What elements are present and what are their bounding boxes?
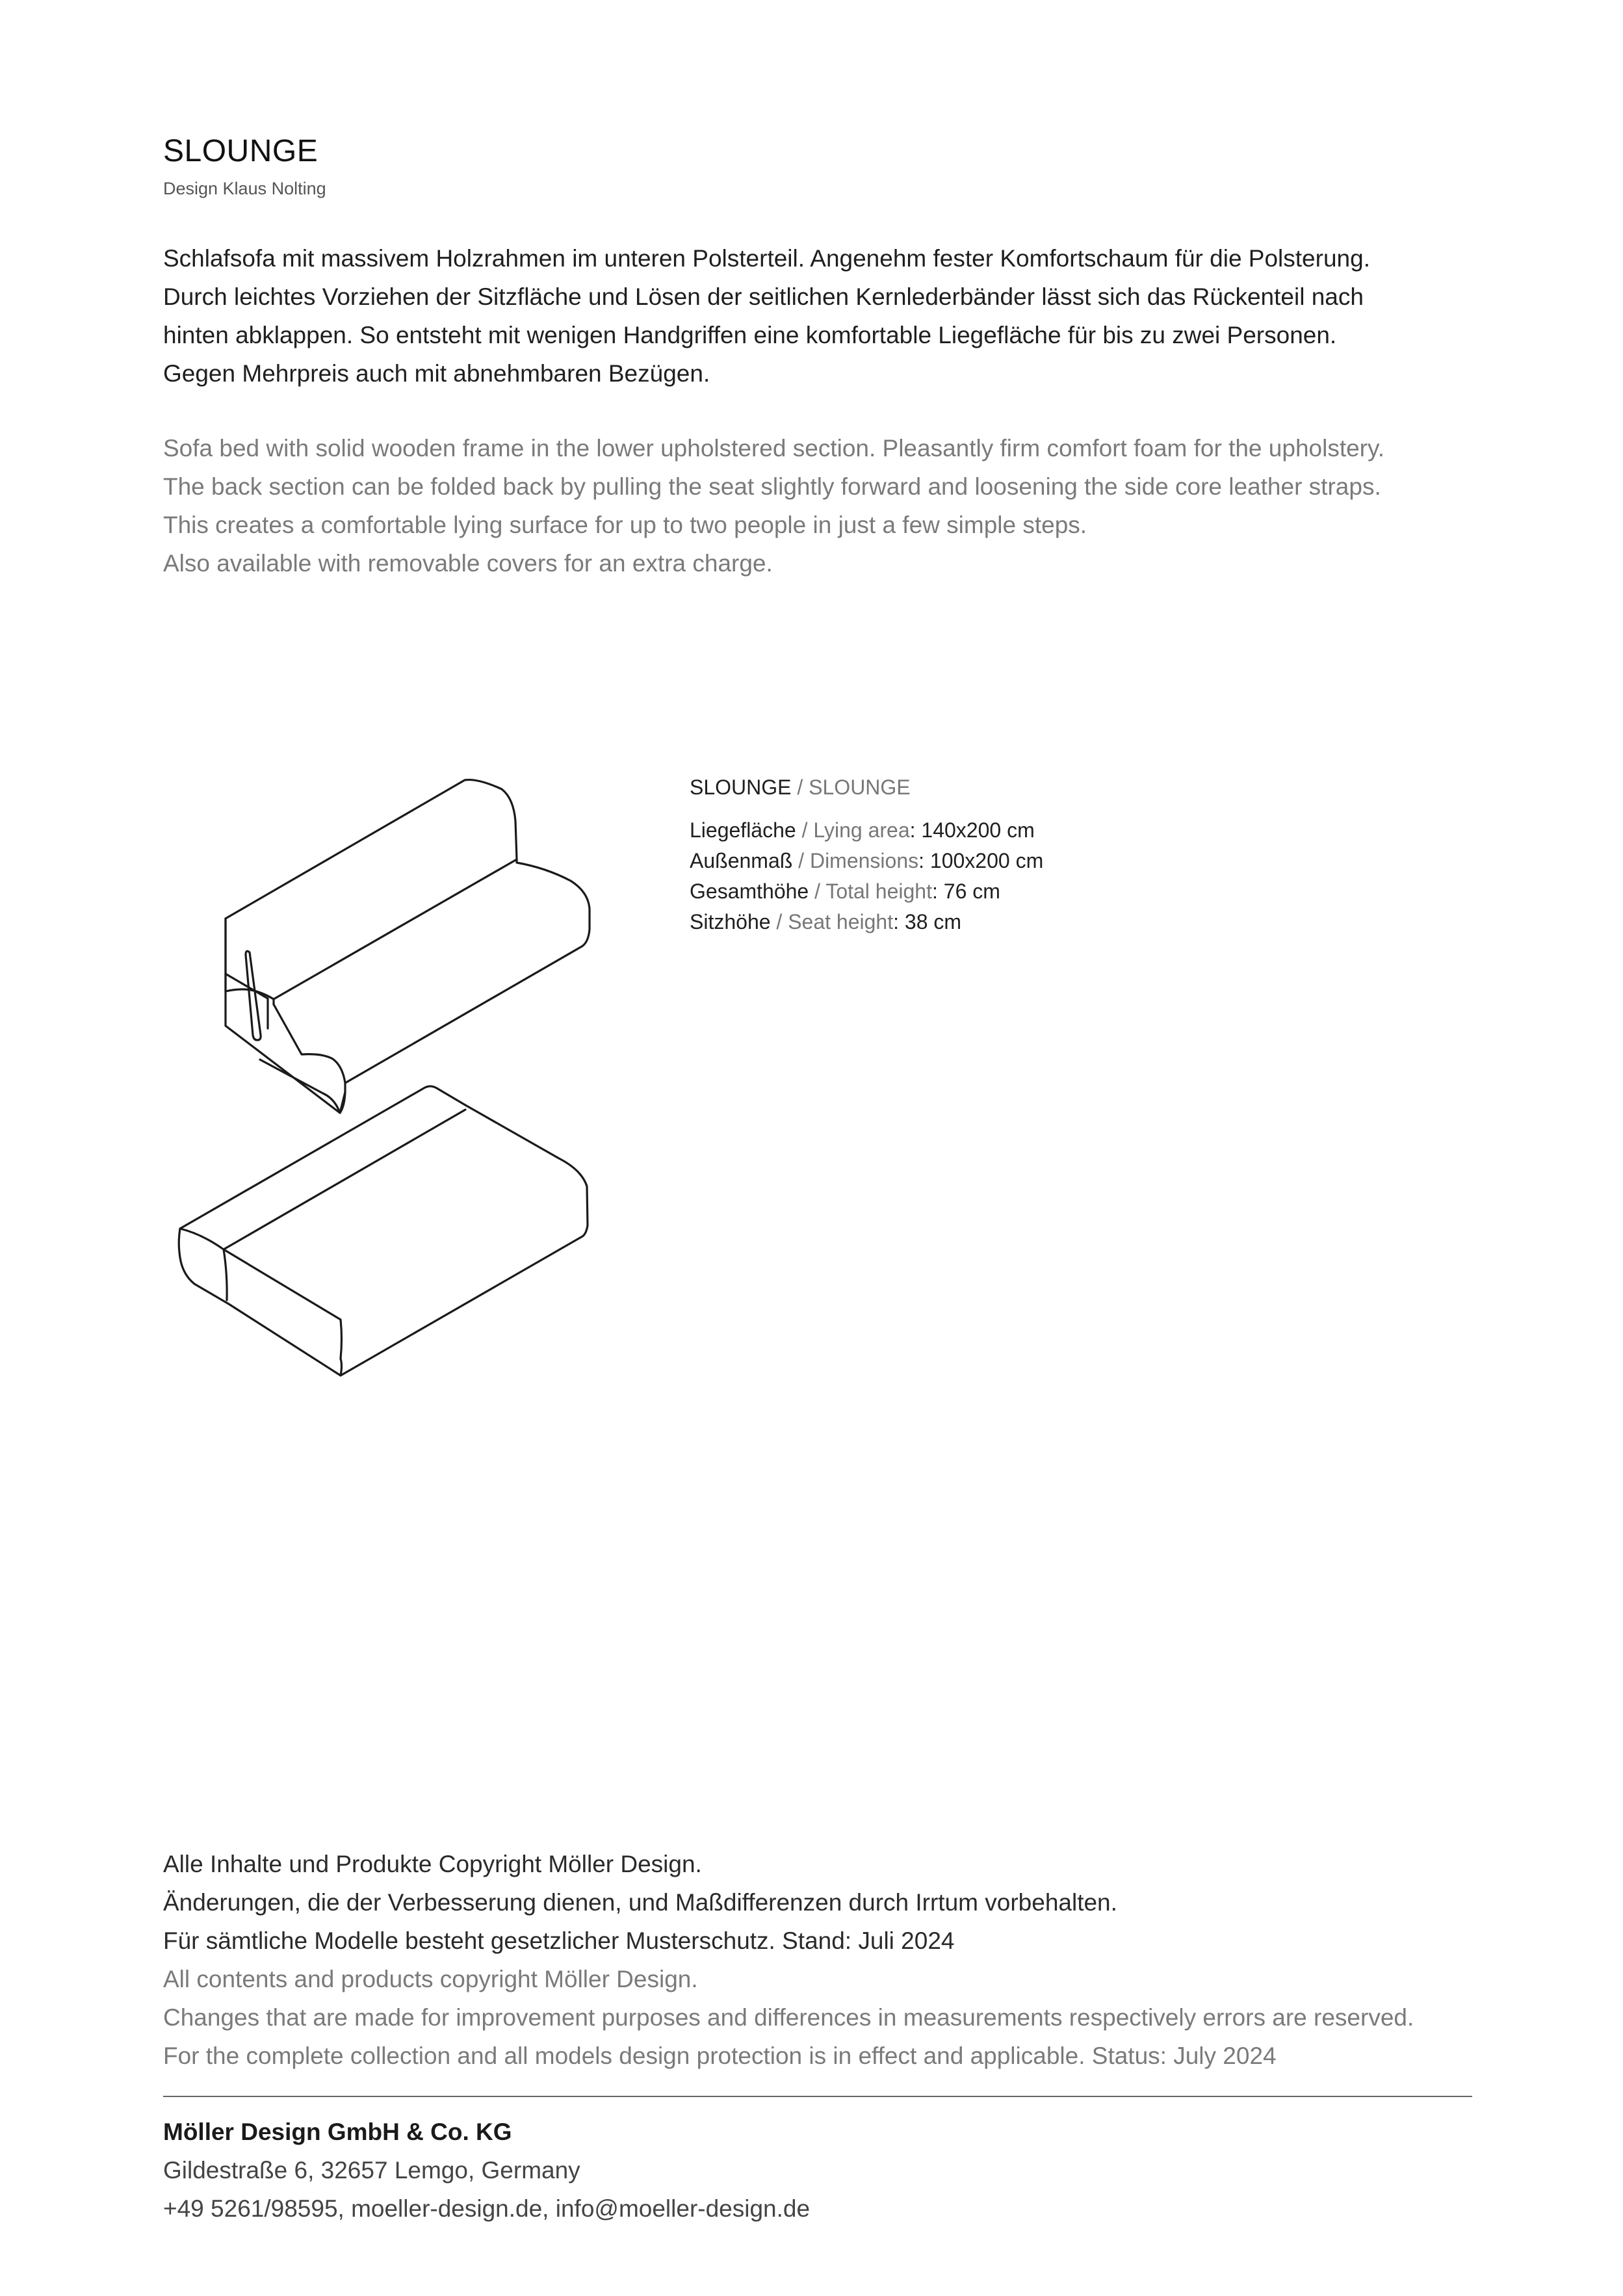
description-line: Schlafsofa mit massivem Holzrahmen im unteren Polsterteil. Angenehm fester Komfortschaum für die Polsterung. <box>163 245 1370 272</box>
legal-notice <box>163 1845 1414 2075</box>
spec-label-de: Liegefläche <box>690 818 796 842</box>
spec-heading-de: SLOUNGE <box>690 776 792 799</box>
legal-line-de: Alle Inhalte und Produkte Copyright Möller Design. <box>163 1851 702 1877</box>
bed-end-curve <box>180 1229 224 1249</box>
description-line: Sofa bed with solid wooden frame in the lower upholstered section. Pleasantly firm comfort foam for the upholstery. <box>163 435 1385 462</box>
bed-top-seam <box>224 1110 465 1249</box>
designer-credit: Design Klaus Nolting <box>163 179 326 198</box>
description-line: Durch leichtes Vorziehen der Sitzfläche und Lösen der seitlichen Kernlederbänder lässt sich das Rückenteil nach <box>163 283 1364 310</box>
spec-value: 140x200 cm <box>921 818 1035 842</box>
legal-line-en: All contents and products copyright Möller Design. <box>163 1966 698 1992</box>
company-footer <box>163 2113 810 2228</box>
spec-row-total-height: Gesamthöhe / Total height: 76 cm <box>690 880 1000 903</box>
footer-divider <box>163 2096 1472 2097</box>
spec-label-en: Dimensions <box>809 849 919 872</box>
company-contact: +49 5261/98595, moeller-design.de, info@moeller-design.de <box>163 2195 811 2222</box>
sofa-bed-line-drawing-icon <box>166 770 614 1394</box>
bed-right-back <box>341 1105 588 1376</box>
seat-front <box>260 1060 345 1113</box>
legal-line-de: Für sämtliche Modelle besteht gesetzlicher Musterschutz. Stand: Juli 2024 <box>163 1927 955 1954</box>
spec-value: 76 cm <box>943 880 1000 903</box>
bed-top-outline <box>180 1086 465 1229</box>
spec-row-dimensions: Außenmaß / Dimensions: 100x200 cm <box>690 849 1044 872</box>
description-line: The back section can be folded back by pulling the seat slightly forward and loosening the side core leather straps. <box>163 473 1381 500</box>
bed-front-face <box>179 1229 341 1376</box>
bed-mattress-front <box>224 1249 342 1359</box>
description-line: hinten abklappen. So entsteht mit wenigen Handgriffen eine komfortable Liegefläche für bis zu zwei Personen. <box>163 322 1337 348</box>
description-line: Also available with removable covers for an extra charge. <box>163 550 773 577</box>
bed-front-seam <box>224 1249 227 1300</box>
spec-label-en: Lying area <box>813 818 910 842</box>
description-german <box>163 239 1502 393</box>
spec-label-de: Gesamthöhe <box>690 880 809 903</box>
page-title: SLOUNGE <box>163 134 318 168</box>
base-left-face <box>226 919 345 1113</box>
spec-row-seat-height: Sitzhöhe / Seat height: 38 cm <box>690 910 962 933</box>
company-address: Gildestraße 6, 32657 Lemgo, Germany <box>163 2157 580 2184</box>
spec-heading <box>690 772 1043 803</box>
spec-heading-en: SLOUNGE <box>809 776 911 799</box>
spec-heading-sep: / <box>791 776 809 799</box>
legal-line-en: For the complete collection and all models design protection is in effect and applicable. Status: July 2024 <box>163 2042 1277 2069</box>
spec-sheet <box>690 772 1043 937</box>
company-name: Möller Design GmbH & Co. KG <box>163 2119 512 2145</box>
spec-row-lying-area: Liegefläche / Lying area: 140x200 cm <box>690 818 1035 842</box>
description-line: Gegen Mehrpreis auch mit abnehmbaren Bezügen. <box>163 360 710 387</box>
leather-strap <box>246 951 261 1040</box>
legal-line-de: Änderungen, die der Verbesserung dienen, und Maßdifferenzen durch Irrtum vorbehalten. <box>163 1889 1117 1916</box>
spec-value: 38 cm <box>904 910 962 933</box>
spec-label-en: Total height <box>825 880 932 903</box>
description-line: This creates a comfortable lying surface for up to two people in just a few simple steps. <box>163 512 1087 538</box>
backrest-outline <box>226 780 517 999</box>
legal-line-en: Changes that are made for improvement purposes and differences in measurements respectively errors are reserved. <box>163 2004 1414 2031</box>
spec-label-en: Seat height <box>788 910 894 933</box>
description-english <box>163 429 1502 582</box>
spec-value: 100x200 cm <box>929 849 1044 872</box>
spec-label-de: Außenmaß <box>690 849 793 872</box>
spec-label-de: Sitzhöhe <box>690 910 771 933</box>
